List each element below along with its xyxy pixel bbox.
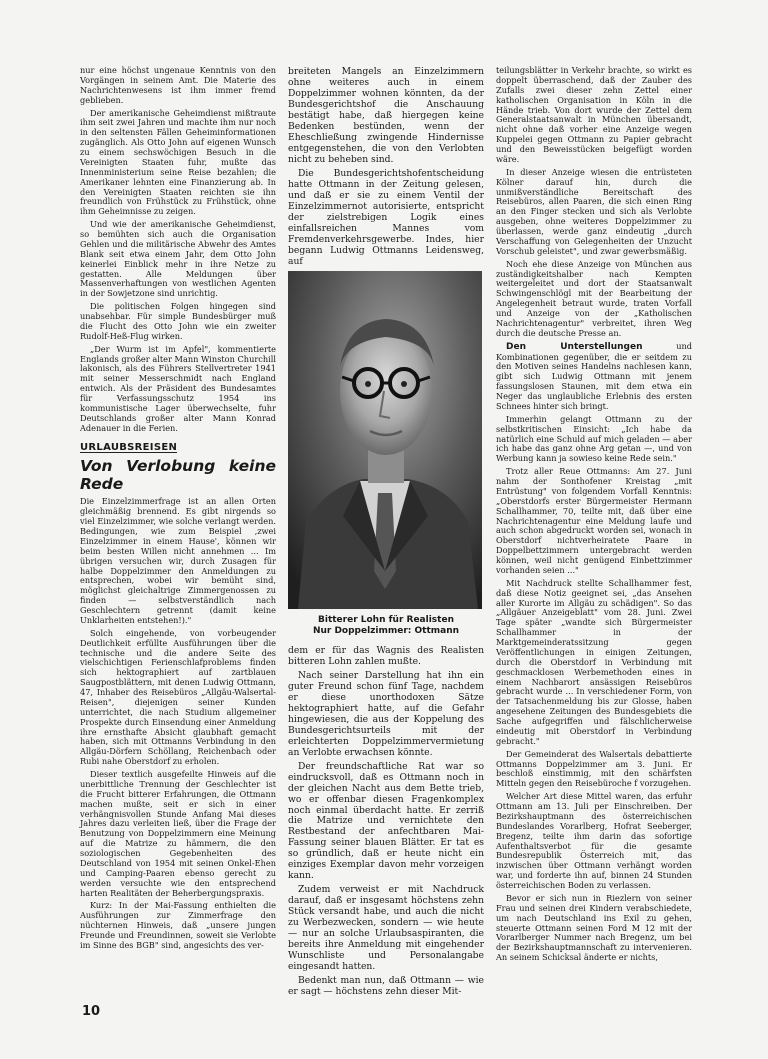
column-3 [496,66,692,966]
paragraph-lead: Den Unterstellungen [506,341,643,352]
paragraph: nur eine höchst ungenaue Kenntnis von den Vorgängen in seinem Amt. Die Materie des Nachrichtenwesens ist ihm immer fremd geblieben. [80,65,276,105]
paragraph: Welcher Art diese Mittel waren, das erfuhr Ottmann am 13. Juli per Einschreiben. Der Bezirkshauptmann des österreichischen Bundeslandes Vorarlberg, Hofrat Seeberger, Bregenz, teilte ihm darin das sofortige Aufenthaltsverbot für die gesamte Bundesrepublik Österreich mit, das inzwischen über Ottmann verhängt worden war, und forderte ihn auf, binnen 24 Stunden österreichischen Boden zu verlassen. [496,791,692,890]
paragraph: Immerhin gelangt Ottmann zu der selbstkritischen Einsicht: „Ich habe da natürlich eine Schuld auf mich geladen — aber ich habe das ganz ohne Arg getan —, und von Werbung kann ja sowieso keine Rede sein." [496,413,692,464]
paragraph: Trotz aller Reue Ottmanns: Am 27. Juni nahm der Sonthofener Kreistag „mit Entrüstung" von folgendem Vorfall Kenntnis: „Oberstdorfs erster Bürgermeister Hermann Schallhammer, 70, teilte mit, daß über eine Nachrichtenagentur eine Meldung laufe und auch schon abgedruckt worden sei, wonach in Oberstdorf nichtverheiratete Paare in Doppelbettzimmern untergebracht werden können, weil nicht genügend Einbettzimmer vorhanden seien ..." [496,466,692,575]
paragraph: Zudem verweist er mit Nachdruck darauf, daß er insgesamt höchstens zehn Stück versandt habe, und auch die nicht zu Werbezwecken, sondern — wie heute — nur an solche Urlaubsaspiranten, die bereits ihre Anmeldung mit eingehender Wunschliste und Personalangabe eingesandt hatten. [288,884,484,973]
article-headline: Von Verlobung keine Rede [80,457,276,494]
paragraph: Die politischen Folgen hingegen sind unabsehbar. Für simple Bundesbürger muß die Flucht des Otto John wie ein zweiter Rudolf-Heß-Flug wirken. [80,301,276,341]
paragraph: In dieser Anzeige wiesen die entrüsteten Kölner darauf hin, durch die unmißverständliche Bereitschaft des Reisebüros, allen Paaren, die sich einen Ring an den Finger stecken und sich als Verlobte ausgeben, ohne weiteres Doppelzimmer zu überlassen, werde ganz eindeutig „durch Verschaffung von Gelegenheiten der Unzucht Vorschub geleistet", und zwar gewerbsmäßig. [496,166,692,256]
paragraph: Bevor er sich nun in Riezlern von seiner Frau und seinen drei Kindern verabschiedete, um nach Deutschland ins Exil zu gehen, steuerte Ottmann seinen Ford M 12 mit der Vorarlberger Nummer nach Bregenz, um bei der Bezirkshauptmannschaft zu intervenieren. An seinem Schicksal änderte er nichts, [496,892,692,963]
paragraph: Und wie der amerikanische Geheimdienst, so bemühten sich auch die Organisation Gehlen und die militärische Abwehr des Amtes Blank seit etwa einem Jahr, dem Otto John keinerlei Einblick mehr in ihre Netze zu gestatten. Alle Meldungen über Massenverhaftungen von westlichen Agenten in der Sowjetzone sind unrichtig. [80,219,276,299]
paragraph: Dieser textlich ausgefeilte Hinweis auf die unerbittliche Trennung der Geschlechter ist die Frucht bitterer Erfahrungen, die Ottmann machen mußte, seit er sich in einer verhängnisvollen Stunde Anfang Mai dieses Jahres dazu verleiten ließ, über die Frage der Benutzung von Doppelzimmern eine Meinung auf die Matrize zu hämmern, die den soziologischen Gegebenheiten des Deutschland von 1954 mit seinen Onkel-Ehen und Camping-Paaren ebenso gerecht zu werden versuchte wie den entsprechend harten Realitäten der Beherbergungspraxis. [80,769,276,898]
column-1 [80,66,276,954]
paragraph: Der Gemeinderat des Walsertals debattierte Ottmanns Doppelzimmer am 3. Juni. Er beschloß einstimmig, mit den schärfsten Mitteln gegen den Reisebüroche f vorzugehen. [496,748,692,789]
paragraph: breiteten Mangels an Einzelzimmern ohne weiteres auch in einem Doppelzimmer wohnen könnten, da der Bundesgerichtshof die Anschauung bestätigt habe, daß hiergegen keine Bedenken bestünden, wenn der Eheschließung zwingende Hindernisse entgegenstehen, die von den Verlobten nicht zu beheben sind. [288,66,484,165]
paragraph-text: und Kombinationen gegenüber, die er seitdem zu den Motiven seines Handelns nachlesen kann, gibt sich Ludwig Ottmann mit jenem fassungslosen Staunen, mit dem etwa ein Neger das unglaubliche Erlebnis des ersten Schnees hinter sich bringt. [496,340,692,411]
paragraph [496,342,692,412]
photo-caption [288,615,484,637]
paragraph: „Der Wurm ist im Apfel", kommentierte Englands großer alter Mann Winston Churchill lakonisch, als des Führers Stellvertreter 1941 mit seiner Messerschmidt nach England entwich. Als der Präsident des Bundesamtes für Verfassungsschutz 1954 ins kommunistische Lager überwechselte, fuhr Deutschlands großer alter Mann Konrad Adenauer in die Ferien. [80,343,276,433]
paragraph: Nach seiner Darstellung hat ihn ein guter Freund schon fünf Tage, nachdem er diese unorthodoxen Sätze hektographiert hatte, auf die Gefahr hingewiesen, die aus der Koppelung des Bundesgerichtsurteils mit der erleichterten Doppelzimmervermietung an Verlobte erwachsen könnte. [288,669,484,758]
portrait-photo [288,271,482,609]
portrait-illustration [288,271,482,609]
paragraph: Solch eingehende, von vorbeugender Deutlichkeit erfüllte Ausführungen über die technische und die andere Seite des vielschichtigen Ferienschlafproblems finden sich hektographiert auf zartblauen Saugpostblättern, mit denen Ludwig Ottmann, 47, Inhaber des Reisebüros „Allgäu-Walsertal-Reisen", diejenigen seiner Kunden unterrichtet, die nach Studium allgemeiner Prospekte durch Einsendung einer Anmeldung ihre ernsthafte Absicht glaubhaft gemacht haben, sich mit Ottmanns Verbindung in den Allgäu-Dörfern Schöllang, Reichenbach oder Rubi nahe Oberstdorf zu erholen. [80,627,276,767]
paragraph: Mit Nachdruck stellte Schallhammer fest, daß diese Notiz geeignet sei, „das Ansehen aller Kurorte im Allgäu zu schädigen". So das „Allgäuer Anzeigeblatt" vom 28. Juni. Zwei Tage später „wandte sich Bürgermeister Schallhammer in der Marktgemeinderatssitzung gegen Veröffentlichungen in einigen Zeitungen, durch die Oberstdorf in Verbindung mit geschmacklosen Werbemethoden eines in einem Nachbarort ansässigen Reisebüros gebracht wurde ... In verschiedener Form, von der Tatsachenmeldung bis zur Glosse, haben angesehene Zeitungen des Bundesgebiets die Sache aufgegriffen und fälschlicherweise eindeutig mit Oberstdorf in Verbindung gebracht." [496,577,692,746]
page-number: 10 [82,1004,101,1019]
paragraph: Noch ehe diese Anzeige von München aus zuständigkeitshalber nach Kempten weitergeleitet und dort der Staatsanwalt Schwingenschlögl mit der Bearbeitung der Angelegenheit betraut wurde, traten Vorfall und Anzeige von der „Katholischen Nachrichtenagentur" verbreitet, ihren Weg durch die deutsche Presse an. [496,258,692,338]
paragraph: teilungsblätter in Verkehr brachte, so wirkt es doppelt überraschend, daß der Zauber des Zufalls zwei dieser zehn Zettel einer katholischen Organisation in Köln in die Hände trieb. Von dort wurde der Zettel dem Generalstaatsanwalt in München übersandt, nicht ohne daß vorher eine Anzeige wegen Kuppelei gegen Ottmann zu Papier gebracht und den Beweisstücken beigefügt worden wäre. [496,65,692,164]
caption-line: Bitterer Lohn für Realisten [318,614,454,625]
paragraph: Der freundschaftliche Rat war so eindrucksvoll, daß es Ottmann noch in der gleichen Nacht aus dem Bette trieb, wo er offenbar diesen Fragenkomplex noch einmal überdacht hatte. Er zerriß die Matrize und vernichtete den Restbestand der anfechtbaren Mai-Fassung seiner blauen Blätter. Er tat es so gründlich, daß er heute nicht ein einziges Exemplar davon mehr vorzeigen kann. [288,760,484,882]
paragraph: Kurz: In der Mai-Fassung enthielten die Ausführungen zur Zimmerfrage den nüchternen Hinweis, daß „unsere jungen Freunde und Freundinnen, soweit sie Verlobte im Sinne des BGB" sind, angesichts des ver- [80,900,276,950]
caption-line: Nur Doppelzimmer: Ottmann [312,625,460,636]
paragraph: dem er für das Wagnis des Realisten bitteren Lohn zahlen mußte. [288,644,484,667]
paragraph: Die Einzelzimmerfrage ist an allen Orten gleichmäßig brennend. Es gibt nirgends so viel Einzelzimmer, wie solche verlangt werden. Bedingungen, wie zum Beispiel ‚zwei Einzelzimmer in einem Hause', können wir beim besten Willen nicht annehmen ... Im übrigen versuchen wir, durch Zusagen für halbe Doppelzimmer den Anmeldungen zu entsprechen, wobei wir bemüht sind, möglichst gleichaltrige Zimmergenossen zu finden — selbstverständlich nach Geschlechtern getrennt (damit keine Unklarheiten entstehen!)." [80,496,276,625]
paragraph: Bedenkt man nun, daß Ottmann — wie er sagt — höchstens zehn dieser Mit- [288,975,484,998]
column-2 [288,66,484,1000]
section-rubric: URLAUBSREISEN [80,441,178,453]
paragraph: Der amerikanische Geheimdienst mißtraute ihm seit zwei Jahren und machte ihm nur noch in den seltensten Fällen Geheiminformationen zugänglich. Als Otto John auf eigenen Wunsch zu einem sechswöchigen Besuch in die Vereinigten Staaten fuhr, mußte das Innenministerium seine Reise bezahlen; die Amerikaner lehnten eine Finanzierung ab. In den Vereinigten Staaten reichten sie ihn freundlich von Frühstück zu Frühstück, ohne ihm Geheimnisse zu zeigen. [80,107,276,217]
paragraph: Die Bundesgerichtshofentscheidung hatte Ottmann in der Zeitung gelesen, und daß er sie zu einem Ventil der Einzelzimmernot autorisierte, entspricht der zielstrebigen Logik eines einfallsreichen Mannes vom Fremdenverkehrsgewerbe. Indes, hier begann Ludwig Ottmanns Leidensweg, auf [288,167,484,267]
